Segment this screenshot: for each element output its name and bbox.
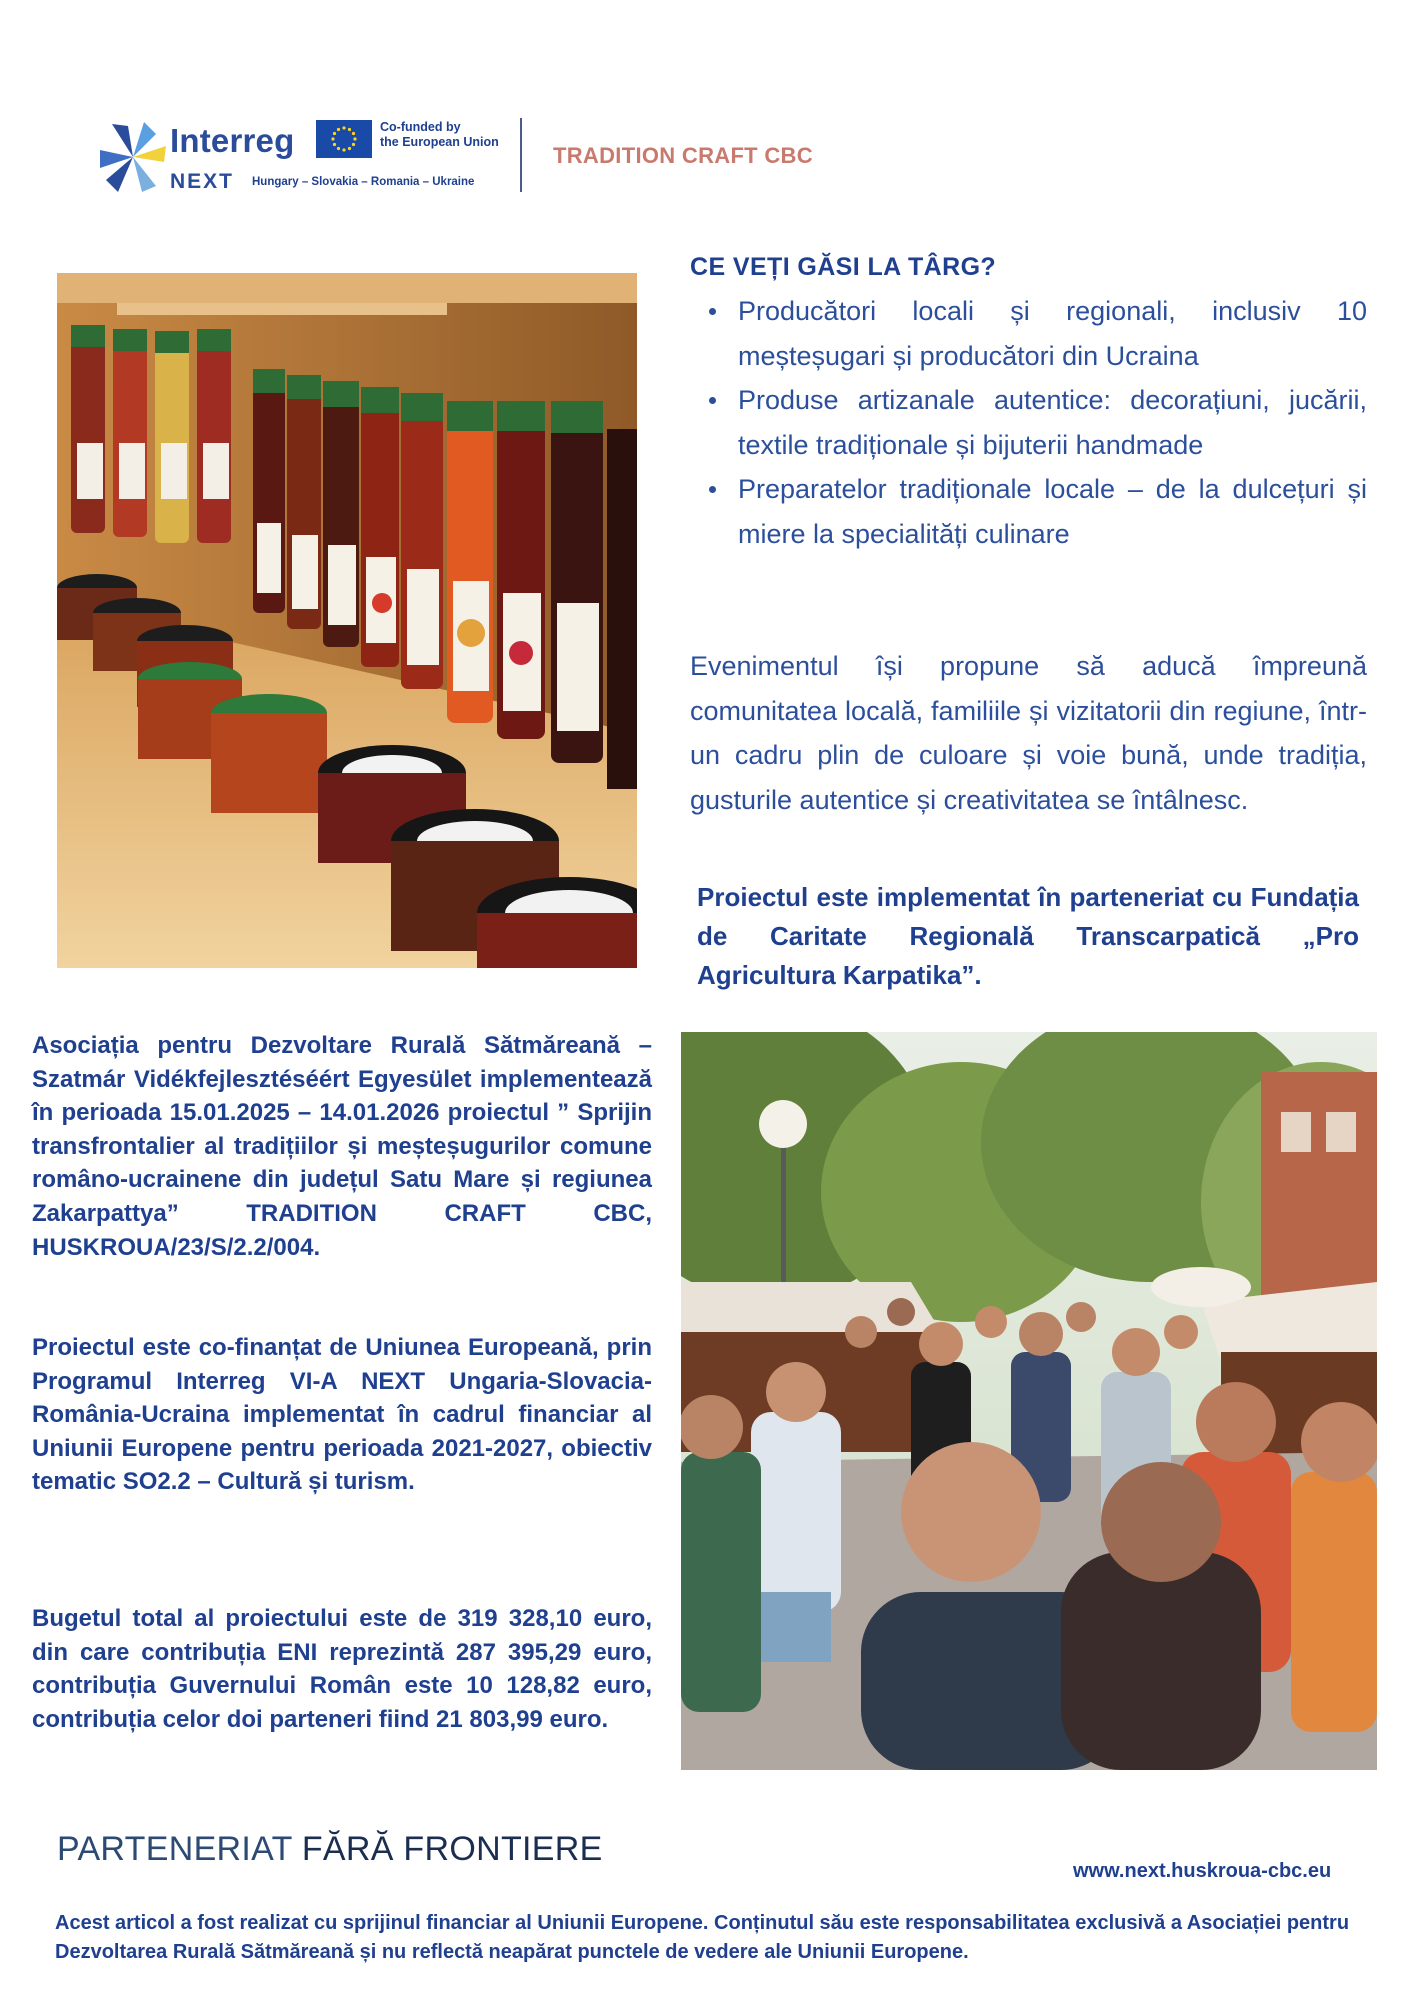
project-tag: TRADITION CRAFT CBC [553, 143, 813, 168]
website-link[interactable]: www.next.huskroua-cbc.eu [1073, 1860, 1332, 1882]
project-implementation-info: Asociația pentru Dezvoltare Rurală Sătmăreană – Szatmár Vidékfejlesztéséért Egyesület implementează în perioada 15.01.2025 – 14.01.2026 proiectul ” Sprijin transfrontalier al tradițiilor și meșteșugurilor comune româno-ucrainene din județul Satu Mare și regiunea Zakarpattya” TRADITION CRAFT CBC, HUSKROUA/23/S/2.2/004. [32, 1032, 652, 1261]
interreg-next-logo [98, 118, 538, 198]
eu-disclaimer: Acest articol a fost realizat cu sprijinul financiar al Uniunii Europene. Conținutul său este responsabilitatea exclusivă a Asociației pentru Dezvoltarea Rurală Sătmăreană și nu reflectă neapărat punctele de vedere ale Uniunii Europene. [55, 1912, 1350, 1963]
eu-label-line1: Co-funded by [380, 120, 461, 134]
list-item: Preparatelor tradiționale locale – de la dulcețuri și miere la specialități culinare [738, 467, 1367, 556]
footer-slogan [57, 1830, 603, 1869]
fair-offer-heading: CE VEȚI GĂSI LA TÂRG? [690, 253, 997, 281]
eu-cofunded-label [380, 120, 499, 150]
interreg-wordmark: Interreg [170, 122, 295, 159]
next-wordmark: NEXT [170, 170, 235, 193]
partnership-statement: Proiectul este implementat în parteneriat cu Fundația de Caritate Regională Transcarpatică „Pro Agricultura Karpatika”. [697, 882, 1359, 990]
fair-crowd-photo [681, 1032, 1377, 1770]
list-item: Produse artizanale autentice: decorațiuni, jucării, textile tradiționale și bijuterii handmade [738, 378, 1367, 467]
slogan-part2: FĂRĂ FRONTIERE [301, 1830, 603, 1868]
eu-label-line2: the European Union [380, 135, 499, 149]
interreg-flower-icon [98, 120, 168, 194]
programme-countries: Hungary – Slovakia – Romania – Ukraine [252, 176, 475, 188]
budget-info: Bugetul total al proiectului este de 319 328,10 euro, din care contribuția ENI reprezintă 287 395,29 euro, contribuția Guvernului Român este 10 128,82 euro, contribuția celor doi parteneri fiind 21 803,99 euro. [32, 1605, 652, 1733]
eu-flag-icon [316, 120, 372, 158]
list-item: Producători locali și regionali, inclusiv 10 meșteșugari și producători din Ucraina [738, 289, 1367, 378]
header-divider [520, 118, 522, 192]
event-description: Evenimentul își propune să aducă împreună comunitatea locală, familiile și vizitatorii din regiune, într-un cadru plin de culoare și voie bună, unde tradiția, gusturile autentice și creativitatea se întâlnesc. [690, 651, 1367, 815]
fair-offer-list [690, 289, 1367, 556]
cofinancing-info: Proiectul este co-finanțat de Uniunea Europeană, prin Programul Interreg VI-A NEXT Ungaria-Slovacia-România-Ucraina implementat în cadrul financiar al Uniunii Europene pentru perioada 2021-2027, obiectiv tematic SO2.2 – Cultură și turism. [32, 1334, 652, 1496]
jars-bottles-photo [57, 273, 637, 968]
slogan-part1: PARTENERIAT [57, 1830, 293, 1868]
